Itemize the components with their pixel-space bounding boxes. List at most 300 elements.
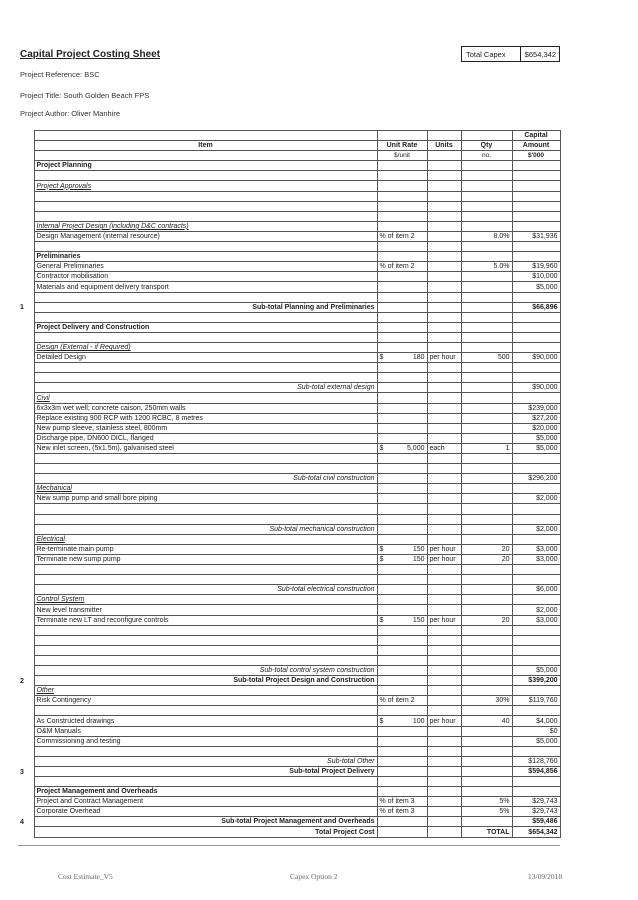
project-reference: Project Reference: BSC <box>20 70 100 79</box>
unit-rate-cell <box>377 605 427 615</box>
units-cell <box>427 655 461 665</box>
units-cell <box>427 332 461 342</box>
item-number <box>18 534 34 544</box>
item-number <box>18 211 34 221</box>
item-description: Project Approvals <box>34 181 377 191</box>
item-number <box>18 716 34 726</box>
amount-cell <box>512 575 560 585</box>
qty-cell: 20 <box>461 554 512 564</box>
unit-rate-cell <box>377 211 427 221</box>
table-row <box>18 484 560 494</box>
table-row <box>18 221 560 231</box>
units-cell <box>427 766 461 776</box>
item-description: Civil <box>34 393 377 403</box>
qty-cell <box>461 373 512 383</box>
item-description: Mechanical <box>34 484 377 494</box>
amount-cell: $27,200 <box>512 413 560 423</box>
units-cell <box>427 827 461 837</box>
item-description <box>34 575 377 585</box>
qty-cell <box>461 787 512 797</box>
units-cell: per hour <box>427 615 461 625</box>
item-description: New level transmitter <box>34 605 377 615</box>
table-row <box>18 565 560 575</box>
amount-cell <box>512 312 560 322</box>
units-cell <box>427 373 461 383</box>
item-description: Project and Contract Management <box>34 797 377 807</box>
amount-cell <box>512 504 560 514</box>
amount-cell: $239,000 <box>512 403 560 413</box>
qty-cell: 8.0% <box>461 231 512 241</box>
table-row <box>18 827 560 837</box>
unit-rate-cell <box>377 595 427 605</box>
amount-cell <box>512 565 560 575</box>
unit-rate-cell: % of item 3 <box>377 807 427 817</box>
item-number <box>18 655 34 665</box>
table-row <box>18 201 560 211</box>
qty-cell: 5% <box>461 807 512 817</box>
table-units-row <box>18 151 560 161</box>
item-number <box>18 645 34 655</box>
item-number <box>18 332 34 342</box>
table-row <box>18 514 560 524</box>
unit-rate-cell <box>377 464 427 474</box>
table-header-row <box>18 141 560 151</box>
item-description: Electrical <box>34 534 377 544</box>
qty-cell: 5% <box>461 797 512 807</box>
qty-cell: 40 <box>461 716 512 726</box>
table-row <box>18 332 560 342</box>
item-number <box>18 221 34 231</box>
units-cell <box>427 686 461 696</box>
item-description <box>34 464 377 474</box>
qty-cell <box>461 312 512 322</box>
item-description <box>34 242 377 252</box>
currency-symbol: $ <box>379 616 384 624</box>
qty-cell <box>461 383 512 393</box>
table-row <box>18 575 560 585</box>
item-description <box>34 777 377 787</box>
amount-cell: $3,000 <box>512 554 560 564</box>
table-row <box>18 686 560 696</box>
units-cell <box>427 706 461 716</box>
item-number <box>18 403 34 413</box>
table-row <box>18 756 560 766</box>
unit-rate-cell <box>377 736 427 746</box>
amount-cell: $5,000 <box>512 282 560 292</box>
amount-cell <box>512 181 560 191</box>
item-description: Internal Project Design (including D&C contracts) <box>34 221 377 231</box>
qty-cell <box>461 454 512 464</box>
qty-cell <box>461 342 512 352</box>
table-row <box>18 746 560 756</box>
table-row <box>18 554 560 564</box>
qty-cell <box>461 777 512 787</box>
item-number <box>18 231 34 241</box>
item-description <box>34 655 377 665</box>
qty-cell: 20 <box>461 615 512 625</box>
table-row <box>18 766 560 776</box>
qty-cell <box>461 363 512 373</box>
item-description: Discharge pipe, DN600 DICL, flanged <box>34 433 377 443</box>
unit-rate-cell <box>377 494 427 504</box>
col-amount: Amount <box>512 141 560 151</box>
item-description <box>34 504 377 514</box>
item-description <box>34 312 377 322</box>
unit-rate-cell <box>377 393 427 403</box>
amount-cell <box>512 191 560 201</box>
table-row <box>18 454 560 464</box>
qty-cell <box>461 494 512 504</box>
unit-rate-cell <box>377 413 427 423</box>
item-description: Other <box>34 686 377 696</box>
unit-rate-cell <box>377 373 427 383</box>
amount-cell <box>512 221 560 231</box>
amount-cell <box>512 625 560 635</box>
qty-cell <box>461 423 512 433</box>
unit-rate-cell <box>377 787 427 797</box>
item-description: Project Management and Overheads <box>34 787 377 797</box>
units-cell <box>427 797 461 807</box>
units-cell <box>427 363 461 373</box>
amount-cell: $20,000 <box>512 423 560 433</box>
col-unit-rate: Unit Rate <box>377 141 427 151</box>
footer-filename: Cost Estimate_V5 <box>58 872 113 881</box>
amount-cell <box>512 595 560 605</box>
unit-rate-cell <box>377 766 427 776</box>
units-cell <box>427 595 461 605</box>
units-cell <box>427 302 461 312</box>
unit-rate-cell <box>377 221 427 231</box>
units-cell <box>427 605 461 615</box>
amount-cell <box>512 252 560 262</box>
qty-cell <box>461 635 512 645</box>
item-description <box>34 746 377 756</box>
table-row <box>18 716 560 726</box>
currency-symbol: $ <box>379 717 384 725</box>
unit-rate-cell <box>377 191 427 201</box>
table-row <box>18 181 560 191</box>
item-number <box>18 726 34 736</box>
item-description <box>34 211 377 221</box>
table-row <box>18 292 560 302</box>
amount-cell <box>512 242 560 252</box>
item-number <box>18 686 34 696</box>
unit-rate-value: 180 <box>412 354 425 362</box>
unit-rate-cell <box>377 342 427 352</box>
item-description: Preliminaries <box>34 252 377 262</box>
item-description: Sub-total external design <box>34 383 377 393</box>
item-number <box>18 665 34 675</box>
item-number <box>18 393 34 403</box>
item-description: Sub-total Other <box>34 756 377 766</box>
units-cell <box>427 524 461 534</box>
item-description: As Constructed drawings <box>34 716 377 726</box>
amount-cell: $594,856 <box>512 766 560 776</box>
item-description: General Preliminaries <box>34 262 377 272</box>
item-number <box>18 353 34 363</box>
amount-cell <box>512 201 560 211</box>
qty-cell <box>461 474 512 484</box>
amount-cell: $10,000 <box>512 272 560 282</box>
unit-rate-cell <box>377 615 427 625</box>
table-row <box>18 655 560 665</box>
amount-cell <box>512 686 560 696</box>
item-description: Project Planning <box>34 161 377 171</box>
item-number <box>18 484 34 494</box>
unit-rate-cell <box>377 454 427 464</box>
table-row <box>18 534 560 544</box>
amount-cell <box>512 171 560 181</box>
qty-cell <box>461 191 512 201</box>
qty-cell: 1 <box>461 443 512 453</box>
item-number <box>18 494 34 504</box>
qty-cell <box>461 433 512 443</box>
table-row <box>18 423 560 433</box>
item-description: Terminate new sump pump <box>34 554 377 564</box>
unit-rate-cell <box>377 474 427 484</box>
item-description <box>34 625 377 635</box>
amount-cell: $31,936 <box>512 231 560 241</box>
item-description: Materials and equipment delivery transport <box>34 282 377 292</box>
amount-cell: $2,000 <box>512 605 560 615</box>
units-cell <box>427 282 461 292</box>
item-description: New sump pump and small bore piping <box>34 494 377 504</box>
qty-cell: 500 <box>461 353 512 363</box>
amount-cell <box>512 211 560 221</box>
table-row <box>18 373 560 383</box>
table-row <box>18 615 560 625</box>
item-number <box>18 363 34 373</box>
unit-rate-cell <box>377 332 427 342</box>
units-cell <box>427 474 461 484</box>
item-number <box>18 413 34 423</box>
table-row <box>18 676 560 686</box>
item-number: 1 <box>18 302 34 312</box>
item-number: 3 <box>18 766 34 776</box>
amount-cell <box>512 161 560 171</box>
amount-cell <box>512 454 560 464</box>
item-number: 4 <box>18 817 34 827</box>
table-header-top <box>18 131 560 141</box>
item-number <box>18 272 34 282</box>
unit-rate-cell <box>377 716 427 726</box>
units-cell <box>427 161 461 171</box>
item-number <box>18 565 34 575</box>
unit-rate-cell <box>377 171 427 181</box>
units-cell: each <box>427 443 461 453</box>
item-description <box>34 171 377 181</box>
qty-cell <box>461 595 512 605</box>
qty-cell <box>461 181 512 191</box>
units-cell <box>427 231 461 241</box>
table-row <box>18 807 560 817</box>
item-number <box>18 242 34 252</box>
amount-cell <box>512 393 560 403</box>
table-row <box>18 383 560 393</box>
units-cell <box>427 464 461 474</box>
units-cell <box>427 676 461 686</box>
amount-cell <box>512 706 560 716</box>
item-description: Corporate Overhead <box>34 807 377 817</box>
currency-symbol: $ <box>379 354 384 362</box>
unit-rate-cell <box>377 242 427 252</box>
unit-rate-cell <box>377 484 427 494</box>
table-row <box>18 413 560 423</box>
units-cell <box>427 625 461 635</box>
col-qty: Qty <box>461 141 512 151</box>
qty-cell <box>461 746 512 756</box>
table-row <box>18 635 560 645</box>
units-cell <box>427 484 461 494</box>
qty-cell: 20 <box>461 544 512 554</box>
item-description <box>34 645 377 655</box>
units-cell <box>427 645 461 655</box>
table-row <box>18 262 560 272</box>
currency-symbol: $ <box>379 445 384 452</box>
item-number <box>18 433 34 443</box>
item-number <box>18 696 34 706</box>
table-row <box>18 787 560 797</box>
table-row <box>18 403 560 413</box>
units-cell <box>427 322 461 332</box>
units-cell: per hour <box>427 716 461 726</box>
table-row <box>18 585 560 595</box>
table-row <box>18 464 560 474</box>
table-row <box>18 242 560 252</box>
unit-rate-cell <box>377 726 427 736</box>
table-row <box>18 312 560 322</box>
qty-cell <box>461 736 512 746</box>
amount-cell <box>512 746 560 756</box>
qty-cell <box>461 242 512 252</box>
item-description <box>34 332 377 342</box>
amount-cell: $654,342 <box>512 827 560 837</box>
amount-cell <box>512 514 560 524</box>
qty-cell <box>461 645 512 655</box>
item-number <box>18 454 34 464</box>
units-cell <box>427 171 461 181</box>
item-description: Sub-total Project Design and Construction <box>34 676 377 686</box>
table-row <box>18 665 560 675</box>
item-number <box>18 312 34 322</box>
qty-cell <box>461 484 512 494</box>
item-number <box>18 443 34 453</box>
qty-cell <box>461 211 512 221</box>
item-number: 2 <box>18 676 34 686</box>
item-number <box>18 787 34 797</box>
qty-cell: 30% <box>461 696 512 706</box>
table-row <box>18 706 560 716</box>
capital-label: Capital <box>512 131 560 141</box>
qty-cell <box>461 292 512 302</box>
table-row <box>18 302 560 312</box>
units-cell <box>427 433 461 443</box>
unit-rate-cell <box>377 443 427 453</box>
units-cell <box>427 423 461 433</box>
amount-cell: $90,000 <box>512 353 560 363</box>
item-number <box>18 514 34 524</box>
amount-cell <box>512 332 560 342</box>
units-cell <box>427 635 461 645</box>
amount-cell <box>512 342 560 352</box>
table-row <box>18 625 560 635</box>
units-cell <box>427 807 461 817</box>
units-cell <box>427 201 461 211</box>
project-title: Project Title: South Golden Beach FPS <box>20 91 150 100</box>
qty-cell <box>461 625 512 635</box>
item-number <box>18 797 34 807</box>
qty-cell: 5.0% <box>461 262 512 272</box>
qty-cell <box>461 252 512 262</box>
unit-rate-value: 150 <box>412 556 425 564</box>
qty-cell <box>461 565 512 575</box>
unit-rate-cell <box>377 676 427 686</box>
item-description: Control System <box>34 595 377 605</box>
unit-rate-cell: % of item 2 <box>377 262 427 272</box>
item-description <box>34 635 377 645</box>
amount-cell: $59,486 <box>512 817 560 827</box>
qty-cell <box>461 504 512 514</box>
unit-rate-cell <box>377 161 427 171</box>
unit-rate-cell <box>377 292 427 302</box>
table-row <box>18 161 560 171</box>
units-cell: per hour <box>427 554 461 564</box>
unit-rate-cell <box>377 585 427 595</box>
units-cell <box>427 211 461 221</box>
item-description <box>34 706 377 716</box>
qty-cell <box>461 302 512 312</box>
unit-rate-cell <box>377 353 427 363</box>
units-cell <box>427 342 461 352</box>
table-row <box>18 353 560 363</box>
unit-rate-cell <box>377 423 427 433</box>
amount-cell: $66,896 <box>512 302 560 312</box>
units-cell <box>427 262 461 272</box>
item-number <box>18 777 34 787</box>
qty-cell <box>461 393 512 403</box>
units-cell <box>427 403 461 413</box>
units-cell <box>427 504 461 514</box>
item-description: Commissioning and testing <box>34 736 377 746</box>
item-description <box>34 514 377 524</box>
table-row <box>18 544 560 554</box>
table-row <box>18 736 560 746</box>
amount-cell <box>512 464 560 474</box>
amount-cell: $90,000 <box>512 383 560 393</box>
item-number <box>18 262 34 272</box>
amount-cell: $4,000 <box>512 716 560 726</box>
units-cell <box>427 777 461 787</box>
item-number <box>18 544 34 554</box>
footer-divider <box>18 845 560 846</box>
qty-cell <box>461 464 512 474</box>
unit-rate-cell <box>377 524 427 534</box>
qty-cell <box>461 706 512 716</box>
amount-cell: $2,000 <box>512 494 560 504</box>
amount-cell: $3,000 <box>512 544 560 554</box>
unit-rate-cell <box>377 534 427 544</box>
table-row <box>18 443 560 453</box>
table-row <box>18 191 560 201</box>
item-number <box>18 827 34 837</box>
units-cell <box>427 534 461 544</box>
unit-rate-cell: % of item 3 <box>377 797 427 807</box>
qty-cell <box>461 171 512 181</box>
unit-rate-cell <box>377 504 427 514</box>
qty-cell <box>461 655 512 665</box>
units-cell <box>427 575 461 585</box>
item-description: Detailed Design <box>34 353 377 363</box>
